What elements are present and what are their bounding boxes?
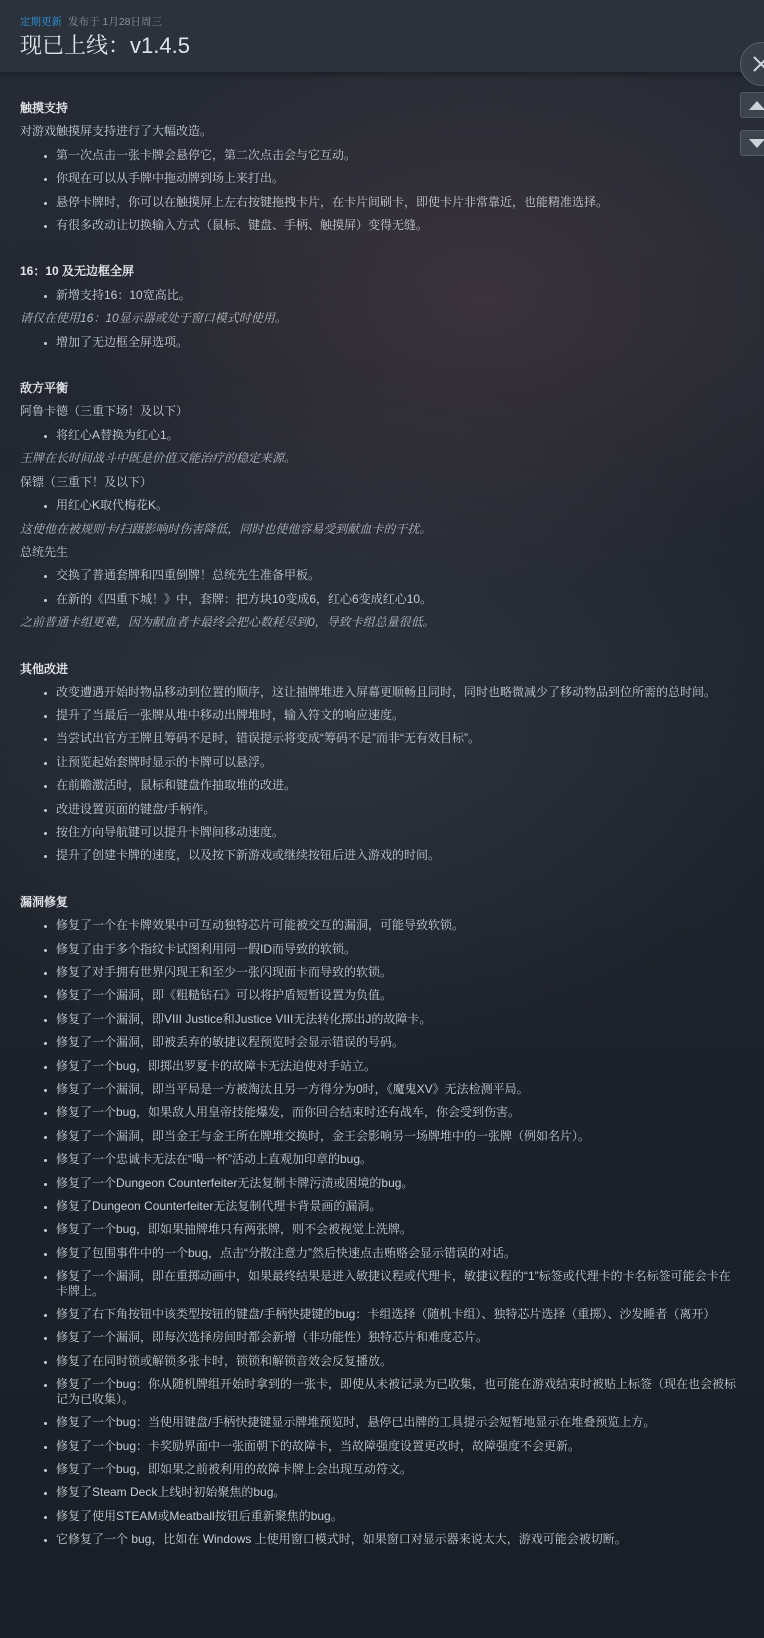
list-item: • 交换了普通套牌和四重倒牌！总统先生准备甲板。	[56, 564, 742, 587]
announcement-header	[0, 0, 764, 72]
touch-list	[20, 144, 742, 238]
list-item: • 修复了一个bug：你从随机牌组开始时拿到的一张卡，即使从未被记录为已收集，也可能在游戏结束时被贴上标签（现在也会被标记为已收集）。	[56, 1373, 742, 1411]
bugs-list	[20, 914, 742, 1551]
list-item: • 修复了对手拥有世界闪现王和至少一张闪现面卡而导致的软锁。	[56, 961, 742, 984]
list-item: • 修复了一个在卡牌效果中可互动独特芯片可能被交互的漏洞，可能导致软锁。	[56, 914, 742, 937]
post-meta	[20, 15, 162, 29]
section-bugs	[20, 891, 742, 1552]
list-item: • 修复了Steam Deck上线时初始聚焦的bug。	[56, 1481, 742, 1504]
section-note: 这使他在被规则卡/扫蹑影响时伤害降低，同时也使他容易受到献血卡的干扰。	[20, 521, 432, 536]
list-item: • 用红心K取代梅花K。	[56, 494, 742, 517]
list-item: • 将红心A替换为红心1。	[56, 424, 742, 447]
list-item: • 新增支持16：10宽高比。	[56, 284, 742, 307]
list-item: • 增加了无边框全屏选项。	[56, 331, 742, 354]
enemy-name: 总统先生	[20, 544, 69, 559]
section-heading: 触摸支持	[20, 101, 69, 115]
balance-list	[20, 564, 742, 611]
list-item: • 第一次点击一张卡牌会悬停它，第二次点击会与它互动。	[56, 144, 742, 167]
section-balance	[20, 377, 742, 634]
list-item: • 修复了一个bug，如果敌人用皇帝技能爆发，而你回合结束时还有战车，你会受到伤害。	[56, 1101, 742, 1124]
section-touch	[20, 97, 742, 237]
section-other	[20, 658, 742, 868]
list-item: • 修复了一个漏洞，即VIII Justice和Justice VIII无法转化掷出J的故障卡。	[56, 1008, 742, 1031]
enemy-name: 阿鲁卡德（三重下场！及以下）	[20, 404, 189, 419]
list-item: • 按住方向导航键可以提升卡牌间移动速度。	[56, 821, 742, 844]
section-widescreen	[20, 260, 742, 354]
list-item: • 改进设置页面的键盘/手柄作。	[56, 798, 742, 821]
list-item: • 修复了包围事件中的一个bug，点击“分散注意力”然后快速点击贿赂会显示错误的对话。	[56, 1242, 742, 1265]
section-heading: 16：10 及无边框全屏	[20, 264, 135, 279]
section-note: 王牌在长时间战斗中既是价值又能治疗的稳定来源。	[20, 451, 297, 466]
list-item: • 修复了一个漏洞，即被丢弃的敏捷议程预览时会显示错误的号码。	[56, 1031, 742, 1054]
arrow-up-glyph	[749, 101, 764, 110]
list-item: • 修复了一个忠诚卡无法在“喝一杯”活动上直观加印章的bug。	[56, 1148, 742, 1171]
arrow-down-icon[interactable]	[740, 130, 764, 156]
list-item: • 修复了一个bug，即如果抽牌堆只有两张牌，则不会被视觉上洗牌。	[56, 1218, 742, 1241]
section-note: 之前普通卡组更难，因为献血者卡最终会把心数耗尽到0，导致卡组总量很低。	[20, 615, 435, 630]
enemy-name: 保镖（三重下！及以下）	[20, 474, 153, 489]
list-item: • 修复了一个漏洞，即当金王与金王所在牌堆交换时，金王会影响另一场牌堆中的一张牌（例如名片）。	[56, 1125, 742, 1148]
list-item: • 修复了一个bug：当使用键盘/手柄快捷键显示牌堆预览时，悬停已出牌的工具提示会短暂地显示在堆叠预览上方。	[56, 1411, 742, 1434]
list-item: • 修复了在同时锁或解锁多张卡时，锁锁和解锁音效会反复播放。	[56, 1350, 742, 1373]
list-item: • 当尝试出官方王牌且筹码不足时，错误提示将变成“筹码不足”而非“无有效目标”。	[56, 727, 742, 750]
patch-notes-body	[20, 97, 742, 1575]
list-item: • 修复了一个漏洞，即《粗糙钻石》可以将护盾短暂设置为负值。	[56, 984, 742, 1007]
list-item: • 改变遭遇开始时物品移动到位置的顺序，这让抽牌堆进入屏幕更顺畅且同时，同时也略微减少了移动物品到位所需的总时间。	[56, 681, 742, 704]
list-item: • 修复了一个Dungeon Counterfeiter无法复制卡牌污渍或困境的bug。	[56, 1172, 742, 1195]
list-item: • 让预览起始套牌时显示的卡牌可以悬浮。	[56, 751, 742, 774]
published-label: 发布于	[68, 16, 100, 28]
list-item: • 修复了一个bug，即如果之前被利用的故障卡牌上会出现互动符文。	[56, 1458, 742, 1481]
widescreen-list-2	[20, 331, 742, 354]
arrow-down-glyph	[749, 139, 764, 148]
section-heading: 其他改进	[20, 661, 69, 676]
list-item: • 有很多改动让切换输入方式（鼠标、键盘、手柄、触摸屏）变得无缝。	[56, 214, 742, 237]
list-item: • 修复了Dungeon Counterfeiter无法复制代理卡背景画的漏洞。	[56, 1195, 742, 1218]
list-item: • 提升了创建卡牌的速度，以及按下新游戏或继续按钮后进入游戏的时间。	[56, 844, 742, 867]
list-item: • 修复了一个bug：卡奖励界面中一张面朝下的故障卡，当故障强度设置更改时，故障强度不会更新。	[56, 1435, 742, 1458]
list-item: • 你现在可以从手牌中拖动牌到场上来打出。	[56, 167, 742, 190]
list-item: • 修复了一个漏洞，即当平局是一方被淘汰且另一方得分为0时，《魔鬼XV》无法检测平局。	[56, 1078, 742, 1101]
section-heading: 漏洞修复	[20, 894, 69, 909]
list-item: • 悬停卡牌时，你可以在触摸屏上左右按键拖拽卡片，在卡片间刷卡，即使卡片非常靠近，也能精准选择。	[56, 191, 742, 214]
list-item: • 在新的《四重下城！》中，套牌：把方块10变成6，红心6变成红心10。	[56, 588, 742, 611]
other-list	[20, 681, 742, 868]
publish-date: 1月28日周三	[102, 16, 163, 28]
arrow-up-icon[interactable]	[740, 92, 764, 118]
section-heading: 敌方平衡	[20, 381, 69, 396]
section-intro: 对游戏触摸屏支持进行了大幅改造。	[20, 124, 213, 139]
list-item: • 修复了由于多个指纹卡试图利用同一假ID而导致的软锁。	[56, 938, 742, 961]
list-item: • 修复了一个漏洞，即在重掷动画中，如果最终结果是进入敏捷议程或代理卡，敏捷议程的“1”标签或代理卡的卡名标签可能会卡在卡牌上。	[56, 1265, 742, 1303]
balance-list	[20, 424, 742, 447]
list-item: • 修复了一个bug，即掷出罗夏卡的故障卡无法迫使对手站立。	[56, 1055, 742, 1078]
widescreen-list	[20, 284, 742, 307]
list-item: • 修复了一个漏洞，即每次选择房间时都会新增（非功能性）独特芯片和难度芯片。	[56, 1326, 742, 1349]
event-type-tag[interactable]: 定期更新	[20, 16, 62, 28]
list-item: • 提升了当最后一张牌从堆中移动出牌堆时，输入符文的响应速度。	[56, 704, 742, 727]
list-item: • 修复了使用STEAM或Meatball按钮后重新聚焦的bug。	[56, 1505, 742, 1528]
list-item: • 修复了右下角按钮中该类型按钮的键盘/手柄快捷键的bug：卡组选择（随机卡组）、独特芯片选择（重掷）、沙发睡者（离开）	[56, 1303, 742, 1326]
section-note: 请仅在使用16：10显示器或处于窗口模式时使用。	[20, 311, 287, 326]
balance-list	[20, 494, 742, 517]
list-item: • 在前瞻激活时，鼠标和键盘作抽取堆的改进。	[56, 774, 742, 797]
page-title: 现已上线：v1.4.5	[20, 33, 190, 58]
list-item: • 它修复了一个 bug，比如在 Windows 上使用窗口模式时，如果窗口对显示器来说太大，游戏可能会被切断。	[56, 1528, 742, 1551]
